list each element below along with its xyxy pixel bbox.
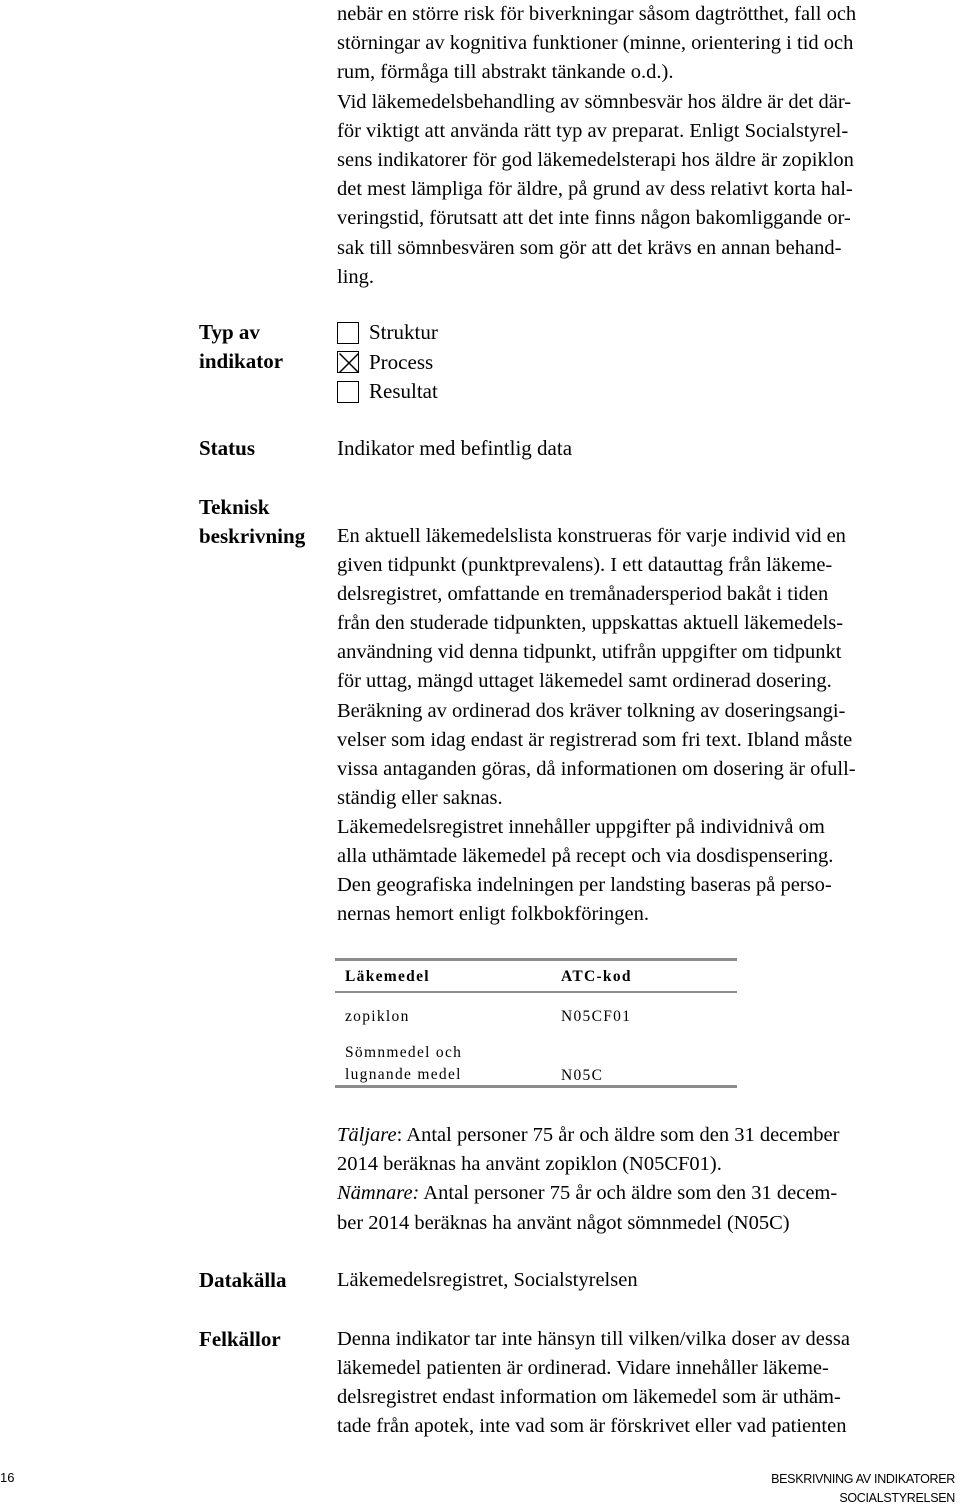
text-line: sak till sömnbesvären som gör att det krävs en annan behand-	[337, 236, 842, 259]
text-line: användning vid denna tidpunkt, utifrån uppgifter om tidpunkt	[337, 641, 842, 664]
text-line: det mest lämpliga för äldre, på grund av dess relativt korta hal-	[337, 178, 853, 201]
text-line: Läkemedelsregistret innehåller uppgifter på individnivå om	[337, 815, 825, 838]
table-cell-drug: zopiklon	[345, 1008, 410, 1025]
text-line: Den geografiska indelningen per landsting baseras på perso-	[337, 874, 832, 897]
label-line: Teknisk	[199, 495, 270, 519]
teknisk-beskrivning-label	[199, 493, 305, 551]
text-line: velser som idag endast är registrerad som fri text. Ibland måste	[337, 728, 853, 751]
text-line: från den studerade tidpunkten, uppskattas aktuell läkemedels-	[337, 612, 844, 635]
namnare-line: ber 2014 beräknas ha använt något sömnmedel (N05C)	[337, 1211, 790, 1234]
intro-paragraph	[337, 0, 957, 292]
label-line: Typ av	[199, 320, 260, 344]
text-line: för viktigt att använda rätt typ av preparat. Enligt Socialstyrel-	[337, 119, 849, 142]
text-line: läkemedel patienten är ordinerad. Vidare innehåller läkeme-	[337, 1357, 829, 1380]
text-line: för uttag, mängd uttaget läkemedel samt ordinerad dosering.	[337, 670, 832, 693]
felkallor-text	[337, 1325, 850, 1441]
taljare-text: : Antal personer 75 år och äldre som den 31 december	[396, 1124, 840, 1146]
namnare-text: Antal personer 75 år och äldre som den 31 decem-	[419, 1182, 838, 1205]
option-label: Resultat	[369, 379, 438, 404]
atc-table	[335, 958, 737, 1088]
text-line: tade från apotek, inte vad som är förskrivet eller vad patienten	[337, 1415, 847, 1438]
label-line: indikator	[199, 349, 284, 373]
namnare-line	[337, 1179, 839, 1208]
namnare-label: Nämnare:	[337, 1182, 420, 1205]
checkbox-unchecked-icon[interactable]	[337, 322, 359, 344]
text-line: alla uthämtade läkemedel på recept och via dosdispensering.	[337, 845, 834, 868]
text-line: delsregistret endast information om läkemedel som är uthäm-	[337, 1386, 841, 1409]
text-line: vissa antaganden göras, då informationen om dosering är ofull-	[337, 757, 856, 780]
footer-line: BESKRIVNING AV INDIKATORER	[771, 1472, 955, 1486]
table-cell-atc: N05C	[561, 1067, 604, 1084]
running-footer	[771, 1470, 955, 1508]
checkbox-checked-icon[interactable]	[337, 351, 359, 373]
footer-line: SOCIALSTYRELSEN	[839, 1491, 955, 1505]
table-cell-drug: lugnande medel	[345, 1066, 462, 1083]
text-line: delsregistret, omfattande en tremånadersperiod bakåt i tiden	[337, 583, 829, 606]
table-header-drug: Läkemedel	[345, 968, 430, 985]
table-header-rule	[335, 991, 737, 993]
label-line: Felkällor	[199, 1327, 281, 1351]
datakalla-label	[199, 1266, 287, 1295]
table-cell-drug: Sömnmedel och	[345, 1044, 463, 1061]
option-label: Struktur	[369, 320, 438, 345]
table-cell-atc: N05CF01	[561, 1008, 632, 1025]
checkbox-unchecked-icon[interactable]	[337, 381, 359, 403]
label-line: Status	[199, 436, 256, 460]
text-line: Beräkning av ordinerad dos kräver tolkning av doseringsangi-	[337, 699, 846, 722]
status-value: Indikator med befintlig data	[337, 436, 573, 460]
text-line: ständig eller saknas.	[337, 786, 503, 809]
cross-mark-icon	[338, 352, 360, 374]
table-top-rule	[335, 958, 737, 961]
label-line: beskrivning	[199, 524, 306, 548]
indicator-type-checklist	[337, 318, 438, 407]
option-resultat[interactable]	[337, 377, 438, 407]
text-line: En aktuell läkemedelslista konstrueras för varje individ vid en	[337, 525, 846, 547]
text-line: veringstid, förutsatt att det inte finns någon bakomliggande or-	[337, 207, 851, 230]
text-line: Denna indikator tar inte hänsyn till vilken/vilka doser av dessa	[337, 1328, 850, 1350]
option-struktur[interactable]	[337, 318, 438, 348]
label-line: Datakälla	[199, 1268, 287, 1292]
text-line: nebär en större risk för biverkningar såsom dagtrötthet, fall och	[337, 3, 857, 25]
text-line: nernas hemort enligt folkbokföringen.	[337, 903, 649, 926]
teknisk-beskrivning-text	[337, 522, 856, 929]
text-line: ling.	[337, 265, 375, 288]
datakalla-value	[337, 1266, 638, 1295]
table-header-atc: ATC-kod	[561, 968, 632, 985]
text-line: störningar av kognitiva funktioner (minne, orientering i tid och	[337, 32, 854, 55]
taljare-line	[337, 1121, 839, 1150]
table-bottom-rule	[335, 1085, 737, 1088]
text-line: Läkemedelsregistret, Socialstyrelsen	[337, 1269, 638, 1291]
text-line: given tidpunkt (punktprevalens). I ett datauttag från läkeme-	[337, 554, 833, 577]
page-number: 16	[0, 1470, 15, 1485]
text-line: rum, förmåga till abstrakt tänkande o.d.).	[337, 61, 674, 84]
text-line: sens indikatorer för god läkemedelsterapi hos äldre är zopiklon	[337, 149, 854, 172]
option-process[interactable]	[337, 348, 438, 378]
definitions	[337, 1121, 839, 1238]
taljare-label: Täljare	[337, 1124, 397, 1146]
felkallor-label	[199, 1325, 281, 1354]
option-label: Process	[369, 349, 434, 374]
typ-av-indikator-label	[199, 318, 283, 376]
taljare-line: 2014 beräknas ha använt zopiklon (N05CF01).	[337, 1153, 722, 1176]
status-label	[199, 434, 255, 463]
text-line: Vid läkemedelsbehandling av sömnbesvär hos äldre är det där-	[337, 90, 852, 113]
